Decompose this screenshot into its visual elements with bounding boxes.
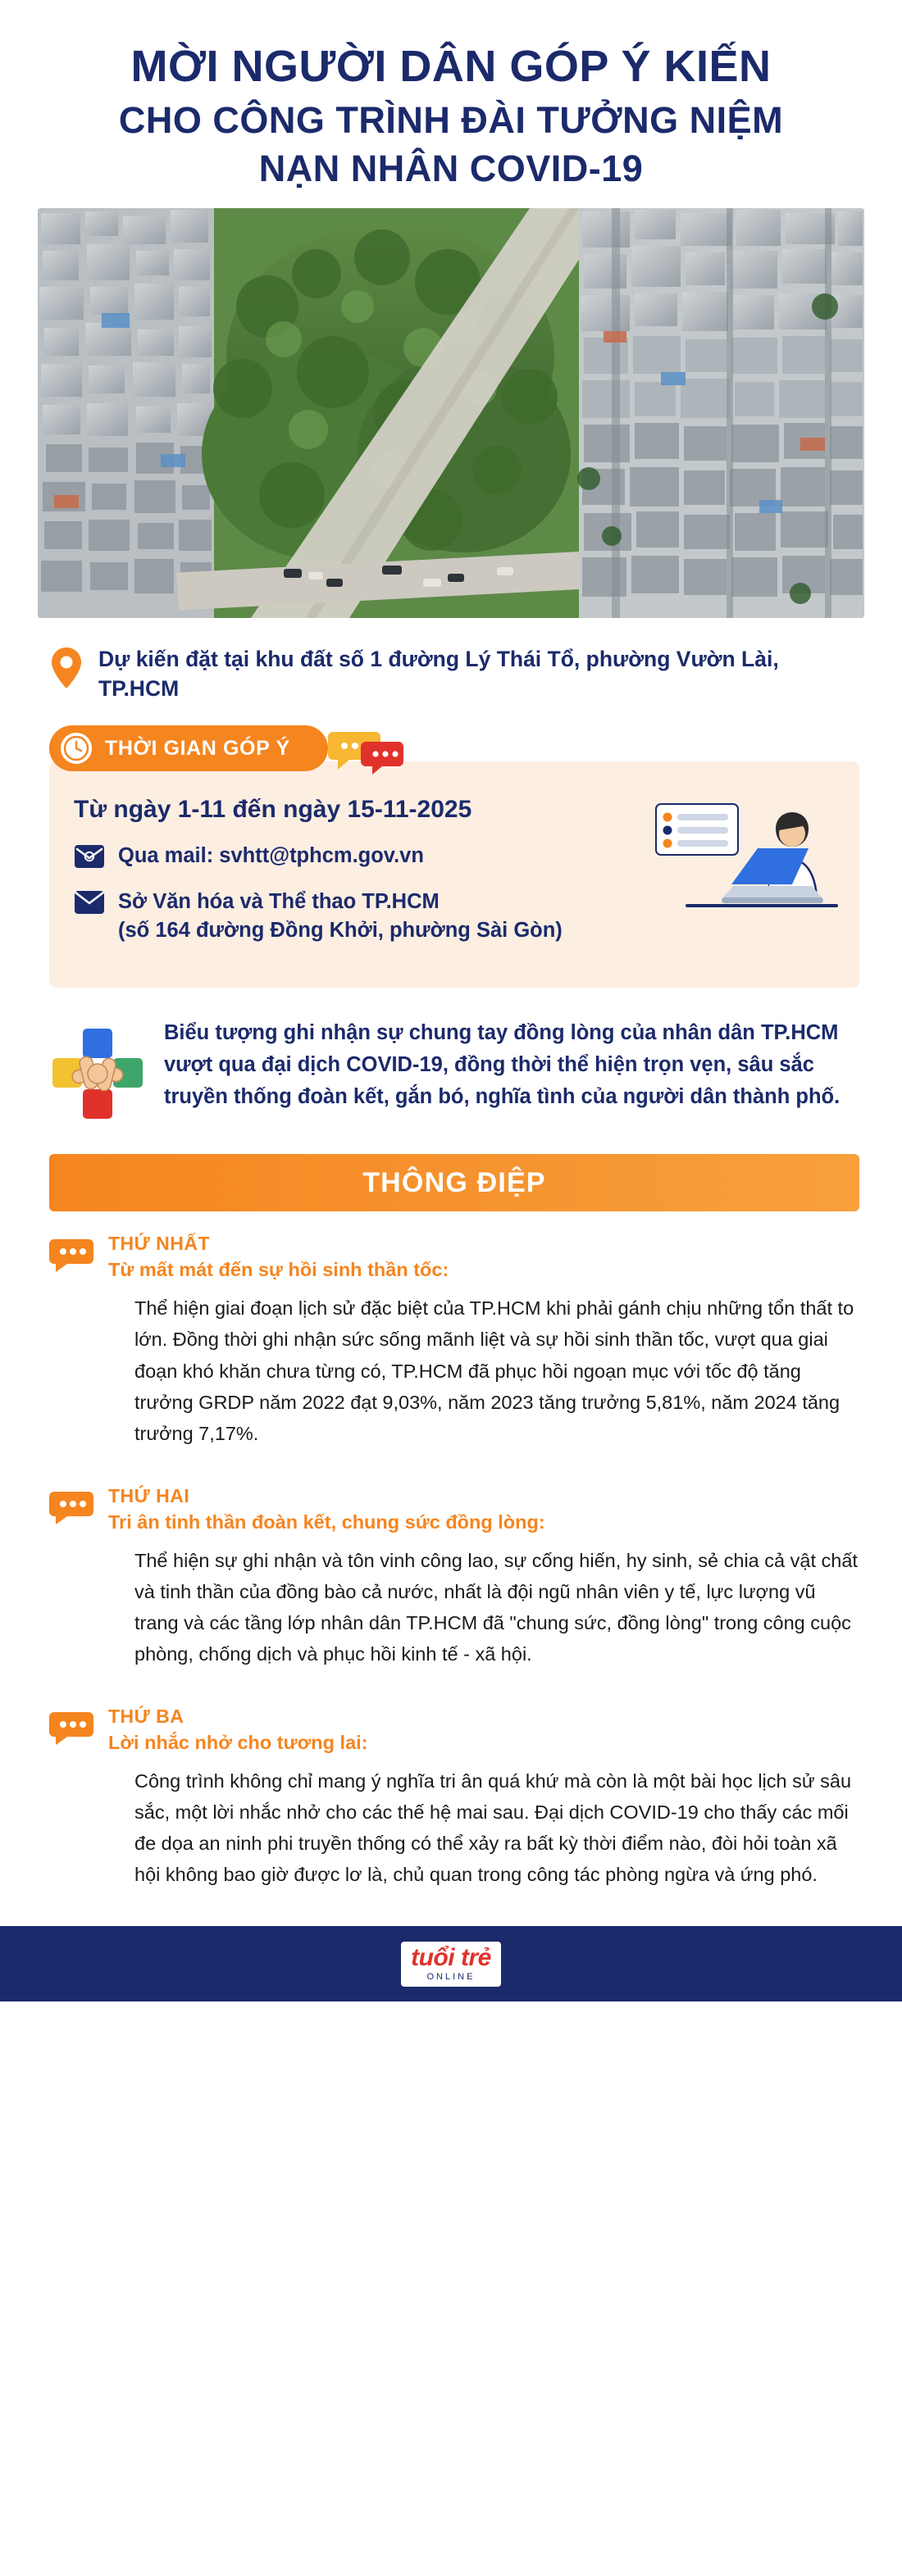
message-section-title: THÔNG ĐIỆP xyxy=(362,1166,546,1198)
contact-address-line1: Sở Văn hóa và Thể thao TP.HCM xyxy=(118,890,440,914)
tuoitre-logo xyxy=(401,1942,501,1987)
chat-bubbles-decoration-icon xyxy=(328,727,407,782)
message-subtitle: Tri ân tinh thần đoàn kết, chung sức đồng lòng: xyxy=(108,1511,545,1533)
contact-address-line2: (số 164 đường Đồng Khởi, phường Sài Gòn) xyxy=(118,919,563,943)
message-section-header xyxy=(49,1154,859,1211)
location-row xyxy=(49,644,859,704)
chat-bubble-icon xyxy=(49,1711,93,1890)
time-banner xyxy=(49,725,328,771)
message-item xyxy=(49,1233,858,1448)
contact-mail-text: Qua mail: svhtt@tphcm.gov.vn xyxy=(118,844,424,868)
message-paragraph: Thể hiện sự ghi nhận và tôn vinh công lao, sự cống hiến, hy sinh, sẻ chia cả vật chất và tinh thần của đồng bào cả nước, nhất là đội ngũ nhân viên y tế, lực lượng vũ trang và các tầng lớp nhân dân TP.HCM đã "chung sức, đồng lòng" trong công cuộc phòng, chống dịch và phục hồi kinh tế - xã hội. xyxy=(134,1549,858,1665)
message-subtitle: Từ mất mát đến sự hồi sinh thần tốc: xyxy=(108,1259,449,1281)
message-body xyxy=(108,1706,858,1890)
title-line-1: MỜI NGƯỜI DÂN GÓP Ý KIẾN xyxy=(130,42,772,91)
title-line-3: NẠN NHÂN COVID-19 xyxy=(258,147,644,189)
aerial-photo-illustration xyxy=(38,208,864,618)
hands-together-icon xyxy=(49,1025,146,1126)
message-ordinal: THỨ BA xyxy=(108,1705,184,1727)
time-card xyxy=(49,761,859,988)
symbol-text: Biểu tượng ghi nhận sự chung tay đồng lòng của nhân dân TP.HCM vượt qua đại dịch COVID-19, đồng thời thể hiện trọn vẹn, sâu sắc truyền thống đoàn kết, gắn bó, nghĩa tình của người dân thành phố. xyxy=(164,1021,840,1108)
page-title xyxy=(38,33,864,208)
message-paragraph: Công trình không chỉ mang ý nghĩa tri ân quá khứ mà còn là một bài học lịch sử sâu sắc, một lời nhắc nhở cho các thế hệ mai sau. Đại dịch COVID-19 cho thấy các mối đe dọa an ninh phi truyền thống có thể xảy ra bất kỳ thời điểm nào, đòi hỏi toàn xã hội không bao giờ được lơ là, chủ quan trong công tác phòng ngừa và ứng phó. xyxy=(134,1770,852,1886)
clock-icon xyxy=(61,733,92,764)
time-banner-label: THỜI GIAN GÓP Ý xyxy=(105,736,290,760)
time-date-range: Từ ngày 1-11 đến ngày 15-11-2025 xyxy=(74,796,472,824)
chat-bubble-icon xyxy=(49,1238,93,1448)
message-subtitle: Lời nhắc nhở cho tương lai: xyxy=(108,1731,368,1753)
message-ordinal: THỨ NHẤT xyxy=(108,1233,211,1255)
title-line-2: CHO CÔNG TRÌNH ĐÀI TƯỞNG NIỆM xyxy=(118,98,784,141)
logo-sub-text: ONLINE xyxy=(426,1971,476,1982)
person-at-laptop-illustration xyxy=(653,793,841,936)
chat-bubble-icon xyxy=(49,1490,93,1670)
aerial-photo xyxy=(38,208,864,618)
logo-main-text: tuổi trẻ xyxy=(411,1943,491,1971)
footer-bar xyxy=(0,1926,902,2001)
message-body xyxy=(108,1233,858,1448)
message-item xyxy=(49,1706,858,1890)
message-paragraph: Thể hiện giai đoạn lịch sử đặc biệt của TP.HCM khi phải gánh chịu những tổn thất to lớn. Đồng thời ghi nhận sức sống mãnh liệt và sự hồi sinh thần tốc, vượt qua giai đoạn khó khăn chưa từng có, TP.HCM đã phục hồi ngoạn mục với tốc độ tăng trưởng GRDP năm 2022 đạt 9,03%, năm 2023 tăng trưởng 5,81%, năm 2024 tăng trưởng 7,17%. xyxy=(134,1297,854,1444)
contact-address-text xyxy=(118,888,563,945)
message-list xyxy=(49,1233,858,1890)
message-body xyxy=(108,1485,858,1670)
message-ordinal: THỨ HAI xyxy=(108,1484,190,1506)
message-item xyxy=(49,1485,858,1670)
mail-icon xyxy=(74,844,105,873)
location-text: Dự kiến đặt tại khu đất số 1 đường Lý Thái Tổ, phường Vườn Lài, TP.HCM xyxy=(98,646,779,702)
symbol-row xyxy=(49,1017,859,1126)
envelope-icon xyxy=(74,890,105,919)
map-pin-icon xyxy=(49,646,84,694)
